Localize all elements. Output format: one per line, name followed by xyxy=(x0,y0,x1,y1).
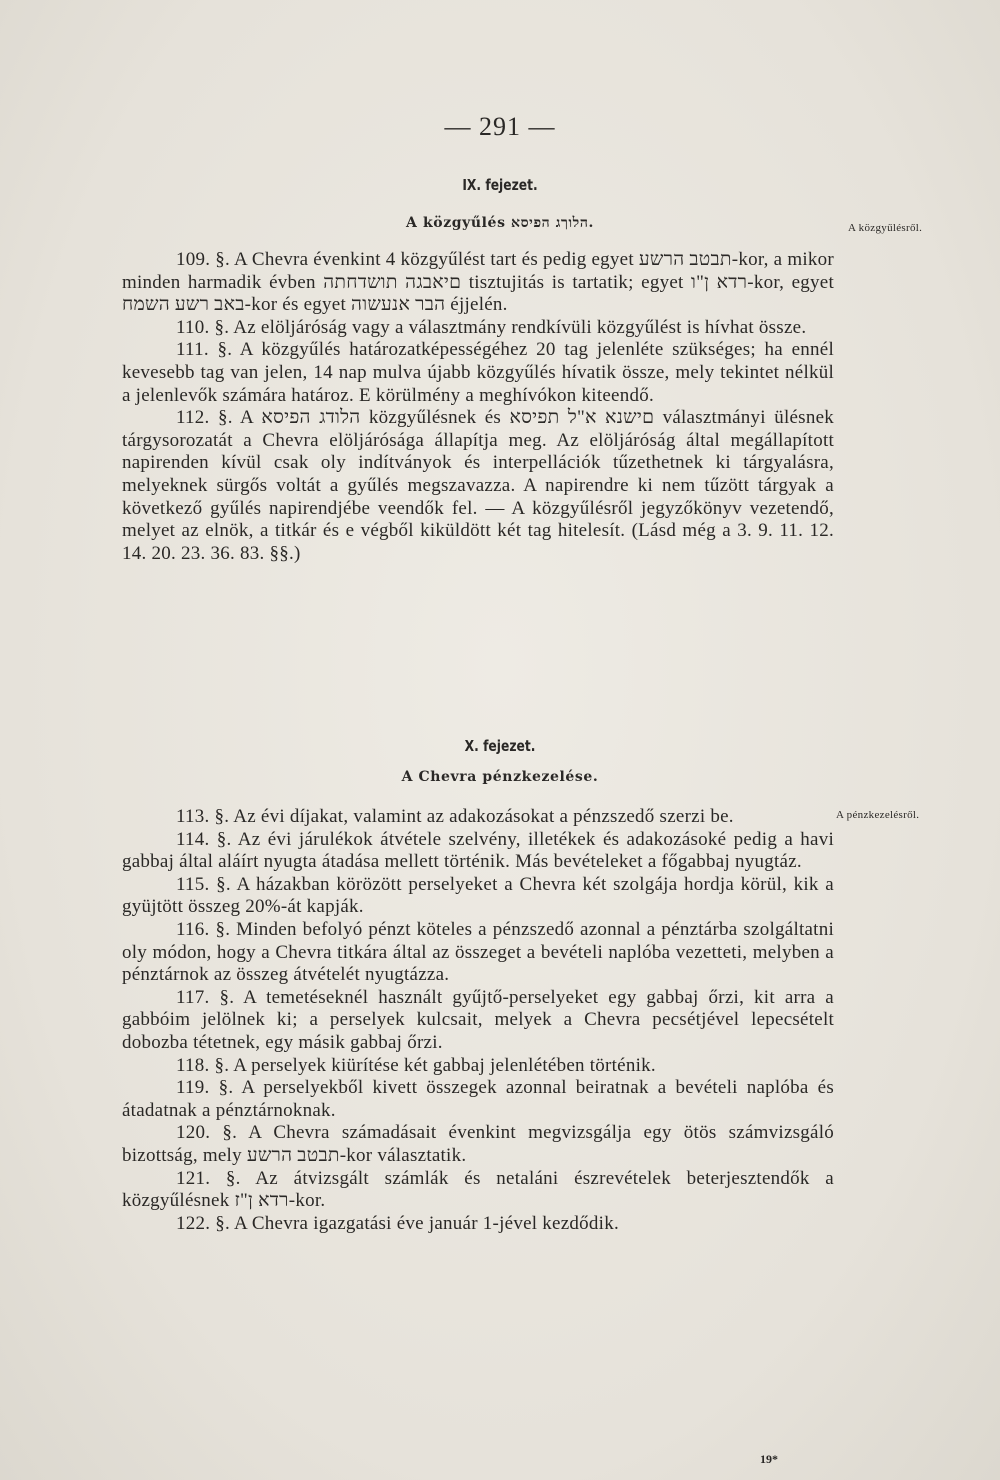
paragraph-109: 109. §. A Chevra évenkint 4 közgyűlést tart és pedig egyet תבטב הרשע-kor, a mikor minden harmadik évben םיאבגה תושדחתה tisztujitás is tartatik; egyet רדא ן"ו-kor, egyet באב רשע השמח-kor és egyet הבר אנעשוה éjjelén. xyxy=(122,249,835,316)
paragraph-110: 110. §. Az elöljáróság vagy a választmány rendkívüli közgyűlést is hívhat össze. xyxy=(176,316,807,338)
paragraph-118: 118. §. A perselyek kiürítése két gabbaj jelenlétében történik. xyxy=(176,1054,656,1076)
margin-note-10: A pénzkezelésről. xyxy=(836,809,920,821)
paragraph-119: 119. §. A perselyekből kivett összegek azonnal beiratnak a bevételi naplóba és átadatnak a pénztárnoknak. xyxy=(122,1077,834,1121)
chapter-9-body xyxy=(122,249,834,565)
signature-mark: 19* xyxy=(760,1452,778,1466)
margin-note-9: A közgyűlésről. xyxy=(848,222,923,234)
paragraph-117: 117. §. A temetéseknél használt gyűjtő-perselyeket egy gabbaj őrzi, kit arra a gabbóim jelölnek ki; a perselyek kulcsait, melyek a Chevra pecsétjével lepecsételt dobozba tétetnek, egy másik gabbaj őrzi. xyxy=(122,986,834,1053)
paragraph-122: 122. §. A Chevra igazgatási éve január 1-jével kezdődik. xyxy=(176,1212,619,1234)
chapter-9-title: IX. fejezet. xyxy=(462,176,538,194)
chapter-10-body xyxy=(122,806,834,1235)
paragraph-116: 116. §. Minden befolyó pénzt köteles a pénzszedő azonnal a pénztárba szolgáltatni oly módon, hogy a Chevra titkára által az összeget a bevételi naplóba vezetteti, melyben a pénztárnok az összeg átvételét nyugtázza. xyxy=(122,918,834,986)
paragraph-114: 114. §. Az évi járulékok átvétele szelvény, illetékek és adakozásoké pedig a havi gabbaj által aláírt nyugta átadása mellett történik. Más bevételeket a főgabbaj nyugtáz. xyxy=(122,828,834,873)
chapter-9-section-title: A közgyűlés הלוךג הפיסא. xyxy=(406,215,594,231)
paragraph-115: 115. §. A házakban körözött perselyeket a Chevra két szolgája hordja körül, kik a gyüjtött összeg 20%-át kapják. xyxy=(122,873,834,918)
paragraph-113: 113. §. Az évi díjakat, valamint az adakozásokat a pénzszedő szerzi be. xyxy=(176,806,734,827)
paragraph-121: 121. §. Az átvizsgált számlák és netaláni észrevételek beterjesztendők a közgyűlésnek רדא ן"ז-kor. xyxy=(122,1167,834,1212)
paragraph-112: 112. §. A הלודג הפיסא közgyűlésnek és םישנא א"ל תפיסא választmányi ülésnek tárgysorozatát a Chevra elöljárósága állapítja meg. Az elöljáróság által megállapított napirenden kívül csak oly indítványok és interpellációk tűzethetnek ki tárgyalásra, melyeknek sürgős voltát a gyűlés megszavazza. A napirendre ki nem tűzött tárgyak a következő gyűlés napirendjébe veendők fel. — A közgyűlésről jegyzőkönyv vezetendő, melyet az elnök, a titkár és e végből kiküldött két tag hitelesít. (Lásd még a 3. 9. 11. 12. 14. 20. 23. 36. 83. §§.) xyxy=(122,407,835,564)
page-number: — 291 — xyxy=(444,112,556,141)
paragraph-120: 120. §. A Chevra számadásait évenkint megvizsgálja egy ötös számvizsgáló bizottság, mely תבטב הרשע-kor választatik. xyxy=(122,1122,834,1166)
chapter-10-section-title: A Chevra pénzkezelése. xyxy=(401,769,599,785)
paragraph-111: 111. §. A közgyűlés határozatképességéhez 20 tag jelenléte szükséges; ha ennél kevesebb tag van jelen, 14 nap mulva újabb közgyűlés hívatik össze, mely tekintet nélkül a jelenlevők számára határoz. E körülmény a meghívókon kiteendő. xyxy=(122,339,834,406)
chapter-10-title: X. fejezet. xyxy=(464,737,536,755)
